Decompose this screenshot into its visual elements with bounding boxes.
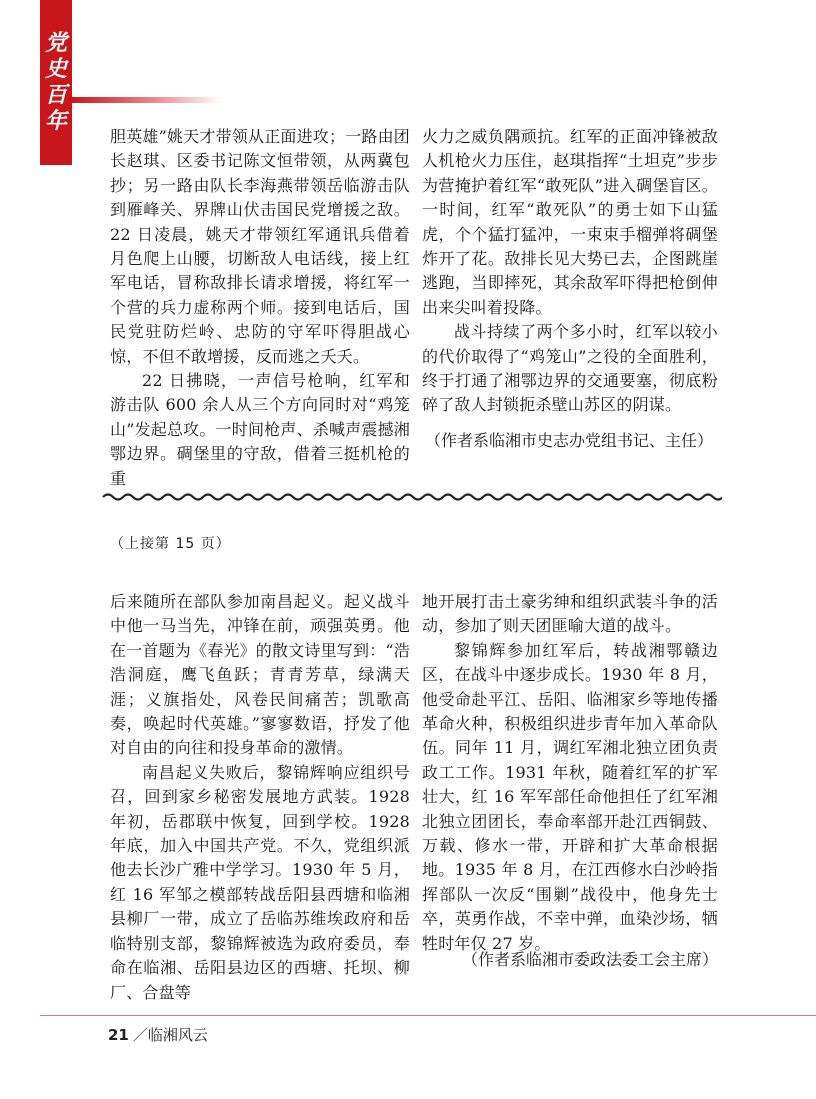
paragraph: 胆英雄”姚天才带领从正面进攻；一路由团长赵琪、区委书记陈文恒带领，从两冀包抄；另一路由队长李海燕带领岳临游击队到雁峰关、界牌山伏击国民党增援之敌。22 日凌晨，姚天才带领红军通讯兵借着月色爬上山腰，切断敌人电话线，接上红军电话，冒称敌排长请求增援，将红军一个营的兵力虚称两个师。接到电话后，国民党驻防烂岭、忠防的守军吓得胆战心惊，不但不敢增援，反而逃之夭夭。: [110, 127, 410, 366]
magazine-name: 临湘风云: [147, 1026, 208, 1044]
footer: [108, 1024, 208, 1045]
lower-author-note: （作者系临湘市委政法委工会主席）: [461, 950, 718, 969]
paragraph: 南昌起义失败后，黎锦辉响应组织号召，回到家乡秘密发展地方武装。1928 年初，岳郡联中恢复，回到学校。1928 年底，加入中国共产党。不久，党组织派他去长沙广雅中学学习。1930 年 5 月，红 16 军邹之模部转战岳阳县西塘和临湘县柳厂一带，成立了岳临苏维埃政府和岳临特别支部，黎锦辉被选为政府委员，奉命在临湘、岳阳县边区的西塘、托坝、柳厂、合盘等: [110, 762, 410, 1002]
page-number: 21: [108, 1026, 129, 1044]
section-tab-char: 年: [44, 108, 67, 134]
paragraph: 地开展打击土豪劣绅和组织武装斗争的活动，参加了则天团匪喻大道的战斗。: [422, 592, 718, 636]
paragraph: 黎锦辉参加红军后，转战湘鄂赣边区，在战斗中逐步成长。1930 年 8 月，他受命赴平江、岳阳、临湘家乡等地传播革命火种，积极组织进步青年加入革命队伍。同年 11 月，调红军湘北独立团负责政工工作。1931 年秋，随着红军的扩军壮大，红 16 军军部任命他担任了红军湘北独立团团长，奉命率部开赴江西铜鼓、万载、修水一带，开辟和扩大革命根据地。1935 年 8 月，在江西修水白沙岭指挥部队一次反“围剿”战役中，他身先士卒，英勇作战，不幸中弹，血染沙场，牺牲时年仅 27 岁。: [422, 640, 718, 953]
wavy-divider: [102, 490, 722, 504]
upper-article-right-column: [422, 125, 718, 418]
paragraph: 22 日拂晓，一声信号枪响，红军和游击队 600 余人从三个方向同时对“鸡笼山”发起总攻。一时间枪声、杀喊声震撼湘鄂边界。碉堡里的守敌，借着三挺机枪的重: [110, 371, 410, 488]
lower-article-right-column: [422, 590, 718, 956]
section-tab: [40, 0, 72, 165]
lower-article-left-column: [110, 590, 410, 1005]
section-tab-char: 百: [44, 82, 67, 108]
continued-from-label: （上接第 15 页）: [110, 536, 231, 552]
upper-article-left-column: [110, 125, 410, 491]
section-tab-char: 史: [44, 56, 67, 82]
footer-separator: ／: [132, 1026, 148, 1044]
footer-rule: [40, 1015, 816, 1016]
paragraph: 战斗持续了两个多小时，红军以较小的代价取得了“鸡笼山”之役的全面胜利，终于打通了湘鄂边界的交通要塞，彻底粉碎了敌人封锁扼杀壁山苏区的阴谋。: [422, 322, 718, 415]
section-tab-char: 党: [44, 30, 67, 56]
upper-author-note: （作者系临湘市史志办党组书记、主任）: [425, 431, 714, 450]
header-gradient-rule: [72, 97, 222, 103]
paragraph: 火力之威负隅顽抗。红军的正面冲锋被敌人机枪火力压住，赵琪指挥“土坦克”步步为营掩护着红军“敢死队”进入碉堡盲区。一时间，红军“敢死队”的勇士如下山猛虎，个个猛打猛冲，一束束手榴弹将碉堡炸开了花。敌排长见大势已去，企图跳崖逃跑，当即摔死，其余敌军吓得把枪倒伸出来尖叫着投降。: [422, 127, 718, 317]
paragraph: 后来随所在部队参加南昌起义。起义战斗中他一马当先，冲锋在前，顽强英勇。他在一首题为《春光》的散文诗里写到：“浩浩洞庭，鹰飞鱼跃；青青芳草，绿满天涯；义旗指处，风卷民间痛苦；凯歌高奏，唤起时代英雄。”寥寥数语，抒发了他对自由的向往和投身革命的激情。: [110, 592, 410, 758]
